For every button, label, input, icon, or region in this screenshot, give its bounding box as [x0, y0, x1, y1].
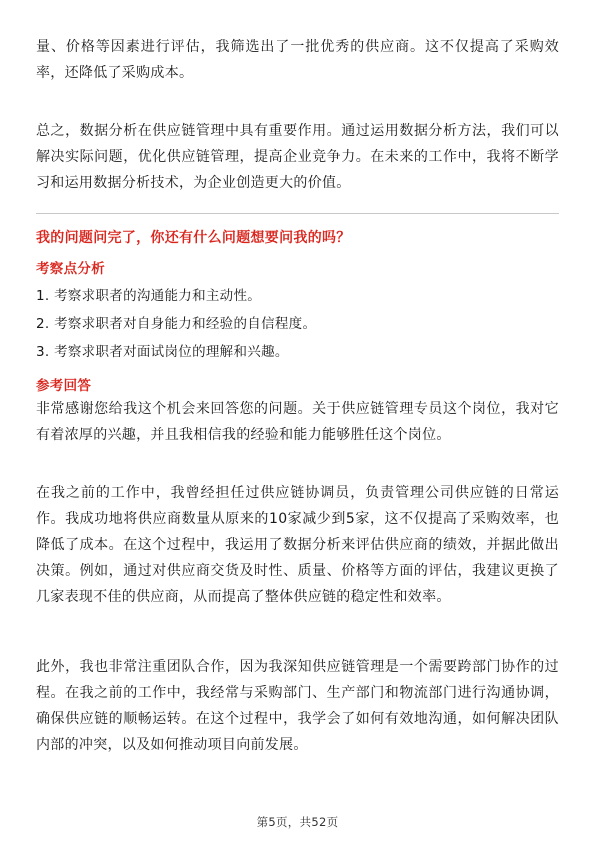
intro-section	[36, 34, 559, 86]
analysis-heading: 考察点分析	[36, 261, 105, 277]
analysis-point-3: 3. 考察求职者对面试岗位的理解和兴趣。	[36, 344, 289, 360]
page-number: 第5页，共52页	[256, 815, 339, 829]
answer-paragraph-2: 在我之前的工作中，我曾经担任过供应链协调员，负责管理公司供应链的日常运作。我成功地将供应商数量从原来的10家减少到5家，这不仅提高了采购效率，也降低了成本。在这个过程中，我运用了数据分析来评估供应商的绩效，并据此做出决策。例如，通过对供应商交货及时性、质量、价格等方面的评估，我建议更换了几家表现不佳的供应商，从而提高了整体供应链的稳定性和效率。	[36, 485, 559, 605]
answer-heading: 参考回答	[36, 378, 92, 394]
answer-paragraph-2-block	[36, 480, 559, 610]
analysis-point-2: 2. 考察求职者对自身能力和经验的自信程度。	[36, 316, 317, 332]
answer-paragraph-1-block	[36, 396, 559, 448]
intro-paragraph: 量、价格等因素进行评估，我筛选出了一批优秀的供应商。这不仅提高了采购效率，还降低了采购成本。	[36, 39, 559, 81]
answer-paragraph-3: 此外，我也非常注重团队合作，因为我深知供应链管理是一个需要跨部门协作的过程。在我之前的工作中，我经常与采购部门、生产部门和物流部门进行沟通协调，确保供应链的顺畅运转。在这个过程中，我学会了如何有效地沟通，如何解决团队内部的冲突，以及如何推动项目向前发展。	[36, 659, 559, 753]
section-divider	[36, 213, 559, 214]
answer-paragraph-1: 非常感谢您给我这个机会来回答您的问题。关于供应链管理专员这个岗位，我对它有着浓厚的兴趣，并且我相信我的经验和能力能够胜任这个岗位。	[36, 401, 559, 443]
analysis-point-1: 1. 考察求职者的沟通能力和主动性。	[36, 288, 262, 304]
summary-section	[36, 118, 559, 196]
interview-question: 我的问题问完了，你还有什么问题想要问我的吗？	[36, 230, 351, 246]
summary-paragraph: 总之，数据分析在供应链管理中具有重要作用。通过运用数据分析方法，我们可以解决实际问题，优化供应链管理，提高企业竞争力。在未来的工作中，我将不断学习和运用数据分析技术，为企业创造更大的价值。	[36, 123, 559, 191]
answer-paragraph-3-block	[36, 654, 559, 758]
